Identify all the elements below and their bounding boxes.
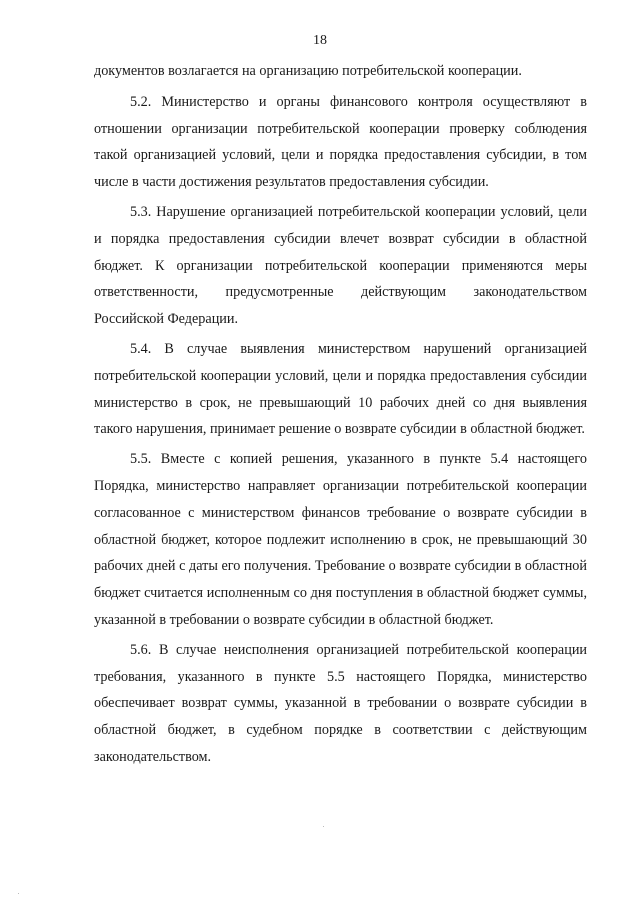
paragraph-5-5: 5.5. Вместе с копией решения, указанного в пункте 5.4 настоящего Порядка, министерство направляет организации потребительской кооперации согласованное с министерством финансов требование о возврате субсидии в областной бюджет, которое подлежит исполнению в срок, не превышающий 30 рабочих дней с даты его получения. Требование о возврате субсидии в областной бюджет считается исполненным со дня поступления в областной бюджет суммы, указанной в требовании о возврате субсидии в областной бюджет. [94,451,587,628]
page-number: 18 [313,33,327,48]
scan-artifact [323,826,324,827]
scan-artifact [18,893,19,894]
document-body [94,58,587,774]
paragraph-5-4: 5.4. В случае выявления министерством нарушений организацией потребительской кооперации условий, цели и порядка предоставления субсидии министерство в срок, не превышающий 10 рабочих дней со дня выявления такого нарушения, принимает решение о возврате субсидии в областной бюджет. [94,340,587,438]
paragraph-continuation: документов возлагается на организацию потребительской кооперации. [94,63,522,79]
paragraph-5-3: 5.3. Нарушение организацией потребительской кооперации условий, цели и порядка предоставления субсидии влечет возврат субсидии в областной бюджет. К организации потребительской кооперации применяются меры ответственности, предусмотренные действующим законодательством Российской Федерации. [94,203,587,328]
paragraph-5-6: 5.6. В случае неисполнения организацией потребительской кооперации требования, указанного в пункте 5.5 настоящего Порядка, министерство обеспечивает возврат суммы, указанной в требовании о возврате субсидии в областной бюджет, в судебном порядке в соответствии с действующим законодательством. [94,641,587,765]
paragraph-5-2: 5.2. Министерство и органы финансового контроля осуществляют в отношении организации потребительской кооперации проверку соблюдения такой организацией условий, цели и порядка предоставления субсидии, в том числе в части достижения результатов предоставления субсидии. [94,93,587,191]
